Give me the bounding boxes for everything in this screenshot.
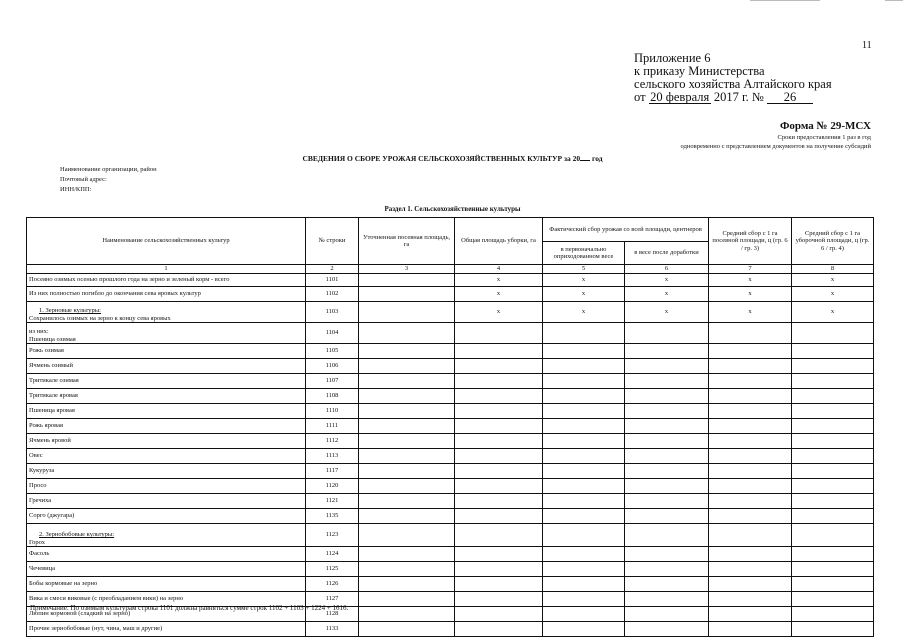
weight-initial-cell[interactable] xyxy=(543,323,625,344)
header-row-number: № строки xyxy=(306,218,359,265)
crop-name: Чечевица xyxy=(27,562,306,577)
weight-initial-cell[interactable] xyxy=(543,592,625,607)
row-code: 1133 xyxy=(306,622,359,637)
yield-harvest-cell[interactable] xyxy=(792,562,874,577)
crop-name: Люпин кормовой (сладкий на зерно) xyxy=(27,607,306,622)
column-number: 8 xyxy=(792,265,874,274)
sown-area-cell[interactable] xyxy=(359,274,455,287)
crop-name: Тритикале озимая xyxy=(27,374,306,389)
sown-area-cell[interactable] xyxy=(359,287,455,302)
yield-sown-cell[interactable] xyxy=(709,622,792,637)
yield-sown-cell[interactable] xyxy=(709,419,792,434)
table-row xyxy=(27,562,874,577)
harvest-area-cell[interactable] xyxy=(455,607,543,622)
row-code: 1123 xyxy=(306,524,359,547)
crop-name: Ячмень озимый xyxy=(27,359,306,374)
yield-harvest-cell[interactable] xyxy=(792,494,874,509)
crop-name: Из них полностью погибло до окончания сева яровых культур xyxy=(27,287,306,302)
harvest-area-cell[interactable] xyxy=(455,622,543,637)
weight-after-cell[interactable] xyxy=(625,374,709,389)
weight-after-cell[interactable] xyxy=(625,494,709,509)
yield-harvest-cell[interactable] xyxy=(792,524,874,547)
year-blank xyxy=(580,160,590,161)
row-code: 1120 xyxy=(306,479,359,494)
crop-name: Тритикале яровая xyxy=(27,389,306,404)
column-number: 4 xyxy=(455,265,543,274)
row-code: 1103 xyxy=(306,302,359,323)
harvest-area-cell[interactable] xyxy=(455,479,543,494)
appendix-ministry-line: к приказу Министерства xyxy=(634,64,765,78)
yield-harvest-cell[interactable] xyxy=(792,344,874,359)
row-code: 1126 xyxy=(306,577,359,592)
weight-initial-cell[interactable] xyxy=(543,509,625,524)
yield-sown-cell[interactable] xyxy=(709,464,792,479)
row-code: 1125 xyxy=(306,562,359,577)
header-actual-harvest: Фактический сбор урожая со всей площади, центнеров xyxy=(543,218,709,242)
yield-sown-cell[interactable] xyxy=(709,344,792,359)
crop-name: Вика и смеси виковые (с преобладанием вики) на зерно xyxy=(27,592,306,607)
yield-sown-cell[interactable] xyxy=(709,509,792,524)
weight-initial-cell[interactable] xyxy=(543,607,625,622)
table-row xyxy=(27,622,874,637)
weight-initial-cell[interactable] xyxy=(543,404,625,419)
row-code: 1128 xyxy=(306,607,359,622)
yield-sown-cell[interactable] xyxy=(709,592,792,607)
yield-harvest-cell[interactable] xyxy=(792,607,874,622)
yield-harvest-cell[interactable] xyxy=(792,389,874,404)
harvest-area-cell[interactable] xyxy=(455,464,543,479)
harvest-area-cell[interactable] xyxy=(455,524,543,547)
row-code: 1117 xyxy=(306,464,359,479)
group-heading: 2. Зернобобовые культуры: xyxy=(39,531,115,538)
sown-area-cell[interactable] xyxy=(359,577,455,592)
form-submission-note: одновременно с представлением документов на получение субсидий xyxy=(680,143,871,150)
row-code: 1101 xyxy=(306,274,359,287)
harvest-area-cell[interactable] xyxy=(455,404,543,419)
group-heading: 1. Зерновые культуры: xyxy=(39,307,101,314)
weight-initial-cell[interactable] xyxy=(543,389,625,404)
row-code: 1102 xyxy=(306,287,359,302)
harvest-area-cell[interactable] xyxy=(455,359,543,374)
sown-area-cell[interactable] xyxy=(359,479,455,494)
weight-initial-cell[interactable] xyxy=(543,547,625,562)
yield-harvest-cell[interactable] xyxy=(792,359,874,374)
harvest-table xyxy=(26,217,874,637)
weight-after-cell[interactable] xyxy=(625,449,709,464)
header-crop-name: Наименование сельскохозяйственных культур xyxy=(27,218,306,265)
weight-after-cell[interactable] xyxy=(625,607,709,622)
footnote: Примечание. По озимым культурам строка 1101 должна равняться сумме строк 1102 + 1103 + 1224 + 1616. xyxy=(30,604,349,612)
crop-name: Рожь озимая xyxy=(27,344,306,359)
weight-after-cell[interactable] xyxy=(625,464,709,479)
inn-kpp-field: ИНН/КПП: xyxy=(60,186,92,193)
weight-after-cell[interactable] xyxy=(625,359,709,374)
crop-name: Пшеница яровая xyxy=(27,404,306,419)
crop-name: Просо xyxy=(27,479,306,494)
document-title xyxy=(0,154,905,163)
harvest-area-cell[interactable] xyxy=(455,374,543,389)
yield-harvest-cell[interactable] xyxy=(792,577,874,592)
harvest-area-cell[interactable] xyxy=(455,344,543,359)
column-number-row xyxy=(27,265,874,274)
weight-after-cell[interactable] xyxy=(625,524,709,547)
crop-name: Сорго (джугара) xyxy=(27,509,306,524)
crop-name xyxy=(27,524,306,547)
weight-initial-cell[interactable] xyxy=(543,479,625,494)
harvest-area-cell: x xyxy=(455,302,543,323)
subgroup-label: из них: xyxy=(29,328,49,335)
yield-sown-cell: x xyxy=(709,302,792,323)
yield-harvest-cell[interactable] xyxy=(792,449,874,464)
yield-harvest-cell[interactable] xyxy=(792,509,874,524)
crop-name-text: Сохранилось озимых на зерно к концу сева яровых xyxy=(29,314,171,322)
table-row xyxy=(27,374,874,389)
weight-initial-cell[interactable] xyxy=(543,344,625,359)
row-code: 1106 xyxy=(306,359,359,374)
table-row xyxy=(27,419,874,434)
sown-area-cell[interactable] xyxy=(359,359,455,374)
row-code: 1104 xyxy=(306,323,359,344)
harvest-area-cell[interactable] xyxy=(455,449,543,464)
yield-harvest-cell[interactable] xyxy=(792,464,874,479)
yield-sown-cell[interactable] xyxy=(709,577,792,592)
weight-initial-cell[interactable] xyxy=(543,524,625,547)
scan-artifact xyxy=(750,0,820,1)
title-text: СВЕДЕНИЯ О СБОРЕ УРОЖАЯ СЕЛЬСКОХОЗЯЙСТВЕННЫХ КУЛЬТУР за 20 xyxy=(302,154,581,163)
yield-sown-cell[interactable] xyxy=(709,389,792,404)
table-row xyxy=(27,274,874,287)
yield-harvest-cell[interactable] xyxy=(792,434,874,449)
weight-after-cell[interactable] xyxy=(625,577,709,592)
sown-area-cell[interactable] xyxy=(359,464,455,479)
column-number: 5 xyxy=(543,265,625,274)
weight-initial-cell[interactable] xyxy=(543,374,625,389)
weight-after-cell[interactable] xyxy=(625,509,709,524)
table-row xyxy=(27,464,874,479)
yield-sown-cell: x xyxy=(709,274,792,287)
sown-area-cell[interactable] xyxy=(359,547,455,562)
section-title: Раздел 1. Сельскохозяйственные культуры xyxy=(384,205,521,213)
weight-initial-cell[interactable] xyxy=(543,359,625,374)
column-number: 1 xyxy=(27,265,306,274)
weight-initial-cell[interactable] xyxy=(543,419,625,434)
row-code: 1107 xyxy=(306,374,359,389)
table-row xyxy=(27,404,874,419)
harvest-area-cell[interactable] xyxy=(455,592,543,607)
yield-sown-cell[interactable] xyxy=(709,562,792,577)
appendix-title: Приложение 6 xyxy=(634,51,711,65)
crop-name: Кукуруза xyxy=(27,464,306,479)
table-row xyxy=(27,509,874,524)
weight-after-cell[interactable] xyxy=(625,562,709,577)
appendix-date-line xyxy=(634,91,832,104)
sown-area-cell[interactable] xyxy=(359,524,455,547)
sown-area-cell[interactable] xyxy=(359,622,455,637)
table-row xyxy=(27,323,874,344)
weight-after-cell: x xyxy=(625,274,709,287)
form-number: Форма № 29-МСХ xyxy=(779,120,871,132)
yield-sown-cell[interactable] xyxy=(709,524,792,547)
crop-name: Ячмень яровой xyxy=(27,434,306,449)
crop-name: Прочие зернобобовые (нут, чина, маш и другие) xyxy=(27,622,306,637)
row-code: 1121 xyxy=(306,494,359,509)
header-yield-sown: Средний сбор с 1 га посевной площади, ц (гр. 6 / гр. 3) xyxy=(709,218,792,265)
harvest-area-cell[interactable] xyxy=(455,419,543,434)
yield-harvest-cell[interactable] xyxy=(792,374,874,389)
row-code: 1127 xyxy=(306,592,359,607)
sown-area-cell[interactable] xyxy=(359,419,455,434)
header-harvest-area: Общая площадь уборки, га xyxy=(455,218,543,265)
table-row xyxy=(27,302,874,323)
yield-harvest-cell[interactable] xyxy=(792,479,874,494)
sown-area-cell[interactable] xyxy=(359,592,455,607)
table-row xyxy=(27,287,874,302)
crop-name xyxy=(27,323,306,344)
yield-sown-cell[interactable] xyxy=(709,479,792,494)
weight-after-cell[interactable] xyxy=(625,344,709,359)
weight-initial-cell[interactable] xyxy=(543,622,625,637)
column-number: 2 xyxy=(306,265,359,274)
weight-after-cell[interactable] xyxy=(625,419,709,434)
weight-after-cell: x xyxy=(625,287,709,302)
weight-after-cell[interactable] xyxy=(625,592,709,607)
table-row xyxy=(27,389,874,404)
sown-area-cell[interactable] xyxy=(359,607,455,622)
yield-sown-cell: x xyxy=(709,287,792,302)
weight-initial-cell[interactable] xyxy=(543,464,625,479)
table-row xyxy=(27,344,874,359)
row-code: 1112 xyxy=(306,434,359,449)
yield-sown-cell[interactable] xyxy=(709,323,792,344)
sown-area-cell[interactable] xyxy=(359,562,455,577)
row-code: 1124 xyxy=(306,547,359,562)
yield-sown-cell[interactable] xyxy=(709,434,792,449)
weight-after-cell[interactable] xyxy=(625,404,709,419)
weight-initial-cell: x xyxy=(543,302,625,323)
sown-area-cell[interactable] xyxy=(359,302,455,323)
harvest-area-cell[interactable] xyxy=(455,509,543,524)
yield-sown-cell[interactable] xyxy=(709,359,792,374)
sown-area-cell[interactable] xyxy=(359,323,455,344)
yield-harvest-cell[interactable] xyxy=(792,592,874,607)
row-code: 1135 xyxy=(306,509,359,524)
crop-name: Фасоль xyxy=(27,547,306,562)
table-row xyxy=(27,359,874,374)
postal-address-field: Почтовый адрес: xyxy=(60,176,107,183)
crop-name xyxy=(27,302,306,323)
column-number: 7 xyxy=(709,265,792,274)
weight-initial-cell[interactable] xyxy=(543,449,625,464)
weight-initial-cell[interactable] xyxy=(543,577,625,592)
appendix-region-line: сельского хозяйства Алтайского края xyxy=(634,77,832,91)
column-number: 3 xyxy=(359,265,455,274)
harvest-area-cell[interactable] xyxy=(455,323,543,344)
crop-name-text: Горох xyxy=(29,538,46,546)
weight-initial-cell[interactable] xyxy=(543,562,625,577)
table-row xyxy=(27,434,874,449)
yield-harvest-cell[interactable] xyxy=(792,622,874,637)
sown-area-cell[interactable] xyxy=(359,344,455,359)
yield-sown-cell[interactable] xyxy=(709,449,792,464)
title-suffix: год xyxy=(592,154,603,163)
sown-area-cell[interactable] xyxy=(359,494,455,509)
yield-sown-cell[interactable] xyxy=(709,494,792,509)
weight-initial-cell: x xyxy=(543,274,625,287)
weight-after-cell: x xyxy=(625,302,709,323)
order-number: 26 xyxy=(767,91,813,104)
weight-initial-cell[interactable] xyxy=(543,494,625,509)
row-code: 1105 xyxy=(306,344,359,359)
row-code: 1110 xyxy=(306,404,359,419)
yield-harvest-cell[interactable] xyxy=(792,404,874,419)
weight-initial-cell: x xyxy=(543,287,625,302)
harvest-area-cell: x xyxy=(455,274,543,287)
scan-artifact xyxy=(885,0,903,1)
form-frequency: Сроки предоставления 1 раз в год xyxy=(777,134,871,141)
weight-after-cell[interactable] xyxy=(625,389,709,404)
yield-sown-cell[interactable] xyxy=(709,374,792,389)
weight-initial-cell[interactable] xyxy=(543,434,625,449)
yield-harvest-cell[interactable] xyxy=(792,419,874,434)
harvest-area-cell[interactable] xyxy=(455,547,543,562)
yield-harvest-cell[interactable] xyxy=(792,547,874,562)
table-row xyxy=(27,494,874,509)
yield-harvest-cell[interactable] xyxy=(792,323,874,344)
org-name-field: Наименование организации, район xyxy=(60,166,157,173)
row-code: 1111 xyxy=(306,419,359,434)
appendix-block xyxy=(634,52,832,104)
row-code: 1108 xyxy=(306,389,359,404)
sown-area-cell[interactable] xyxy=(359,404,455,419)
harvest-area-cell[interactable] xyxy=(455,577,543,592)
weight-after-cell[interactable] xyxy=(625,323,709,344)
harvest-area-cell[interactable] xyxy=(455,562,543,577)
table-row xyxy=(27,449,874,464)
crop-name: Овес xyxy=(27,449,306,464)
yield-harvest-cell: x xyxy=(792,302,874,323)
header-weight-after: в весе после доработки xyxy=(625,242,709,265)
crop-name: Посеяно озимых осенью прошлого года на зерно и зеленый корм - всего xyxy=(27,274,306,287)
sown-area-cell[interactable] xyxy=(359,434,455,449)
yield-sown-cell[interactable] xyxy=(709,404,792,419)
yield-harvest-cell: x xyxy=(792,274,874,287)
table-row xyxy=(27,577,874,592)
yield-sown-cell[interactable] xyxy=(709,607,792,622)
harvest-area-cell[interactable] xyxy=(455,494,543,509)
sown-area-cell[interactable] xyxy=(359,509,455,524)
date-prefix: от xyxy=(634,90,646,104)
weight-after-cell[interactable] xyxy=(625,434,709,449)
harvest-area-cell[interactable] xyxy=(455,434,543,449)
column-number: 6 xyxy=(625,265,709,274)
table-row xyxy=(27,479,874,494)
crop-name: Рожь яровая xyxy=(27,419,306,434)
crop-name: Гречиха xyxy=(27,494,306,509)
header-weight-initial: в первоначально оприходованном весе xyxy=(543,242,625,265)
sown-area-cell[interactable] xyxy=(359,389,455,404)
order-date: 20 февраля xyxy=(650,90,710,104)
table-row xyxy=(27,524,874,547)
table-row xyxy=(27,547,874,562)
row-code: 1113 xyxy=(306,449,359,464)
yield-harvest-cell: x xyxy=(792,287,874,302)
yield-sown-cell[interactable] xyxy=(709,547,792,562)
sown-area-cell[interactable] xyxy=(359,449,455,464)
weight-after-cell[interactable] xyxy=(625,479,709,494)
page-number: 11 xyxy=(862,40,872,51)
header-sown-area: Уточненная посевная площадь, га xyxy=(359,218,455,265)
weight-after-cell[interactable] xyxy=(625,547,709,562)
weight-after-cell[interactable] xyxy=(625,622,709,637)
crop-name: Бобы кормовые на зерно xyxy=(27,577,306,592)
sown-area-cell[interactable] xyxy=(359,374,455,389)
header-yield-harvest: Средний сбор с 1 га уборочной площади, ц (гр. 6 / гр. 4) xyxy=(792,218,874,265)
harvest-area-cell[interactable] xyxy=(455,389,543,404)
crop-name-text: Пшеница озимая xyxy=(29,335,76,343)
harvest-area-cell: x xyxy=(455,287,543,302)
order-year: 2017 г. № xyxy=(713,90,764,104)
